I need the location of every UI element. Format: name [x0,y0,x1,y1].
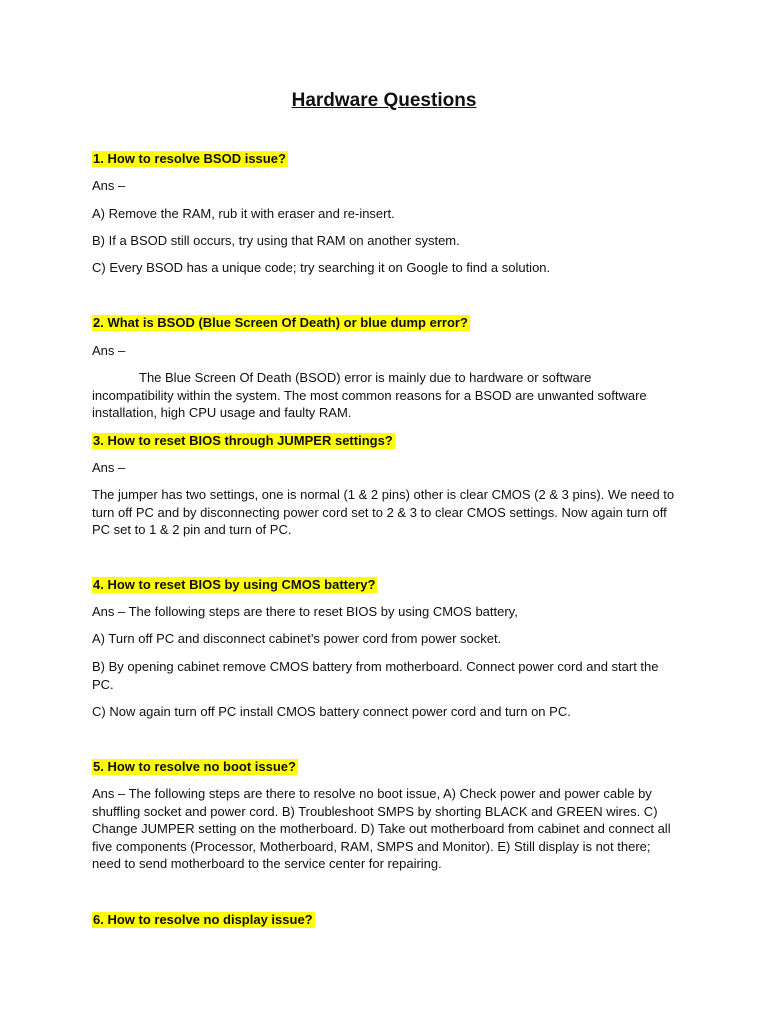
question-6-text: 6. How to resolve no display issue? [93,912,313,927]
answer-4-c: C) Now again turn off PC install CMOS battery connect power cord and turn on PC. [92,704,571,719]
answer-1-a: A) Remove the RAM, rub it with eraser and re-insert. [92,206,395,221]
answer-4-a: A) Turn off PC and disconnect cabinet’s power cord from power socket. [92,631,502,646]
question-6 [92,911,315,929]
answer-1-b: B) If a BSOD still occurs, try using that RAM on another system. [92,233,460,248]
answer-1-label: Ans – [92,178,126,193]
answer-2-body: The Blue Screen Of Death (BSOD) error is mainly due to hardware or software incompatibility within the system. The most common reasons for a BSOD are unwanted software installation, high CPU usage and faulty RAM. [92,370,647,420]
answer-3-body: The jumper has two settings, one is normal (1 & 2 pins) other is clear CMOS (2 & 3 pins). We need to turn off PC and by disconnecting power cord set to 2 & 3 to clear CMOS settings. Now again turn off PC set to 1 & 2 pin and turn of PC. [92,487,675,537]
question-5-text: 5. How to resolve no boot issue? [93,759,296,774]
answer-1-c: C) Every BSOD has a unique code; try searching it on Google to find a solution. [92,260,551,275]
question-4-text: 4. How to reset BIOS by using CMOS battery? [93,577,376,592]
question-2-text: 2. What is BSOD (Blue Screen Of Death) or blue dump error? [93,315,468,330]
answer-4-b: B) By opening cabinet remove CMOS battery from motherboard. Connect power cord and start the PC. [92,659,659,692]
answer-3-label: Ans – [92,460,126,475]
question-3 [92,432,395,450]
question-4 [92,576,377,594]
question-3-text: 3. How to reset BIOS through JUMPER settings? [93,433,393,448]
answer-4-label: Ans – The following steps are there to reset BIOS by using CMOS battery, [92,604,518,619]
answer-5-body: Ans – The following steps are there to resolve no boot issue, A) Check power and power cable by shuffling socket and power cord. B) Troubleshoot SMPS by shorting BLACK and GREEN wires. C) Change JUMPER setting on the motherboard. D) Take out motherboard from cabinet and connect all five components (Processor, Motherboard, RAM, SMPS and Monitor). E) Still display is not there; need to send motherboard to the service center for repairing. [92,786,671,871]
page-title: Hardware Questions [291,90,477,111]
question-2 [92,314,470,332]
question-1 [92,150,288,168]
question-5 [92,758,298,776]
question-1-text: 1. How to resolve BSOD issue? [93,151,286,166]
answer-2-label: Ans – [92,343,126,358]
